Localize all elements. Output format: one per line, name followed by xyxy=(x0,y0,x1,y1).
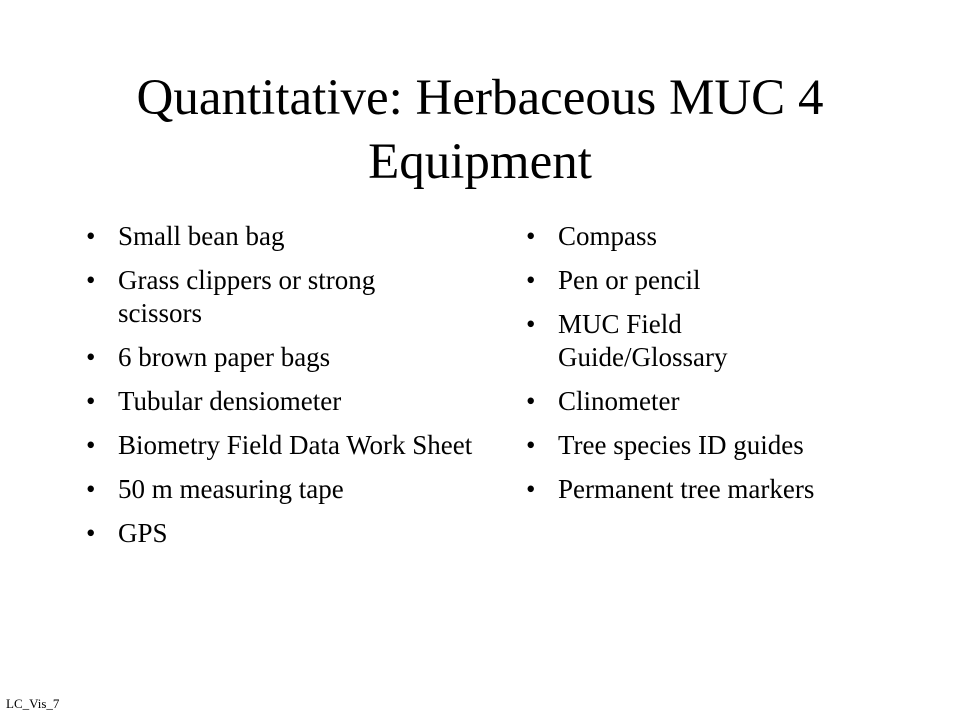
slide-title-line-1: Quantitative: Herbaceous MUC 4 xyxy=(136,70,824,126)
list-item: • GPS xyxy=(86,517,486,550)
slide-footer-code: LC_Vis_7 xyxy=(6,696,60,711)
list-item: • 50 m measuring tape xyxy=(86,473,486,506)
list-item: • 6 brown paper bags xyxy=(86,341,486,374)
list-item: • Pen or pencil xyxy=(526,264,926,297)
list-item: • Tubular densiometer xyxy=(86,385,486,418)
list-item: • Biometry Field Data Work Sheet xyxy=(86,429,478,462)
list-item: • Compass xyxy=(526,220,926,253)
list-item: • Tree species ID guides xyxy=(526,429,926,462)
list-item: • Small bean bag xyxy=(86,220,486,253)
left-equipment-list xyxy=(86,220,486,561)
list-item: • Permanent tree markers xyxy=(526,473,926,506)
list-item: • Grass clippers or strong scissors xyxy=(86,264,448,330)
right-equipment-list xyxy=(526,220,926,517)
slide-title xyxy=(0,66,960,194)
slide-title-line-2: Equipment xyxy=(368,134,592,190)
list-item: • MUC Field Guide/Glossary xyxy=(526,308,768,374)
list-item: • Clinometer xyxy=(526,385,926,418)
